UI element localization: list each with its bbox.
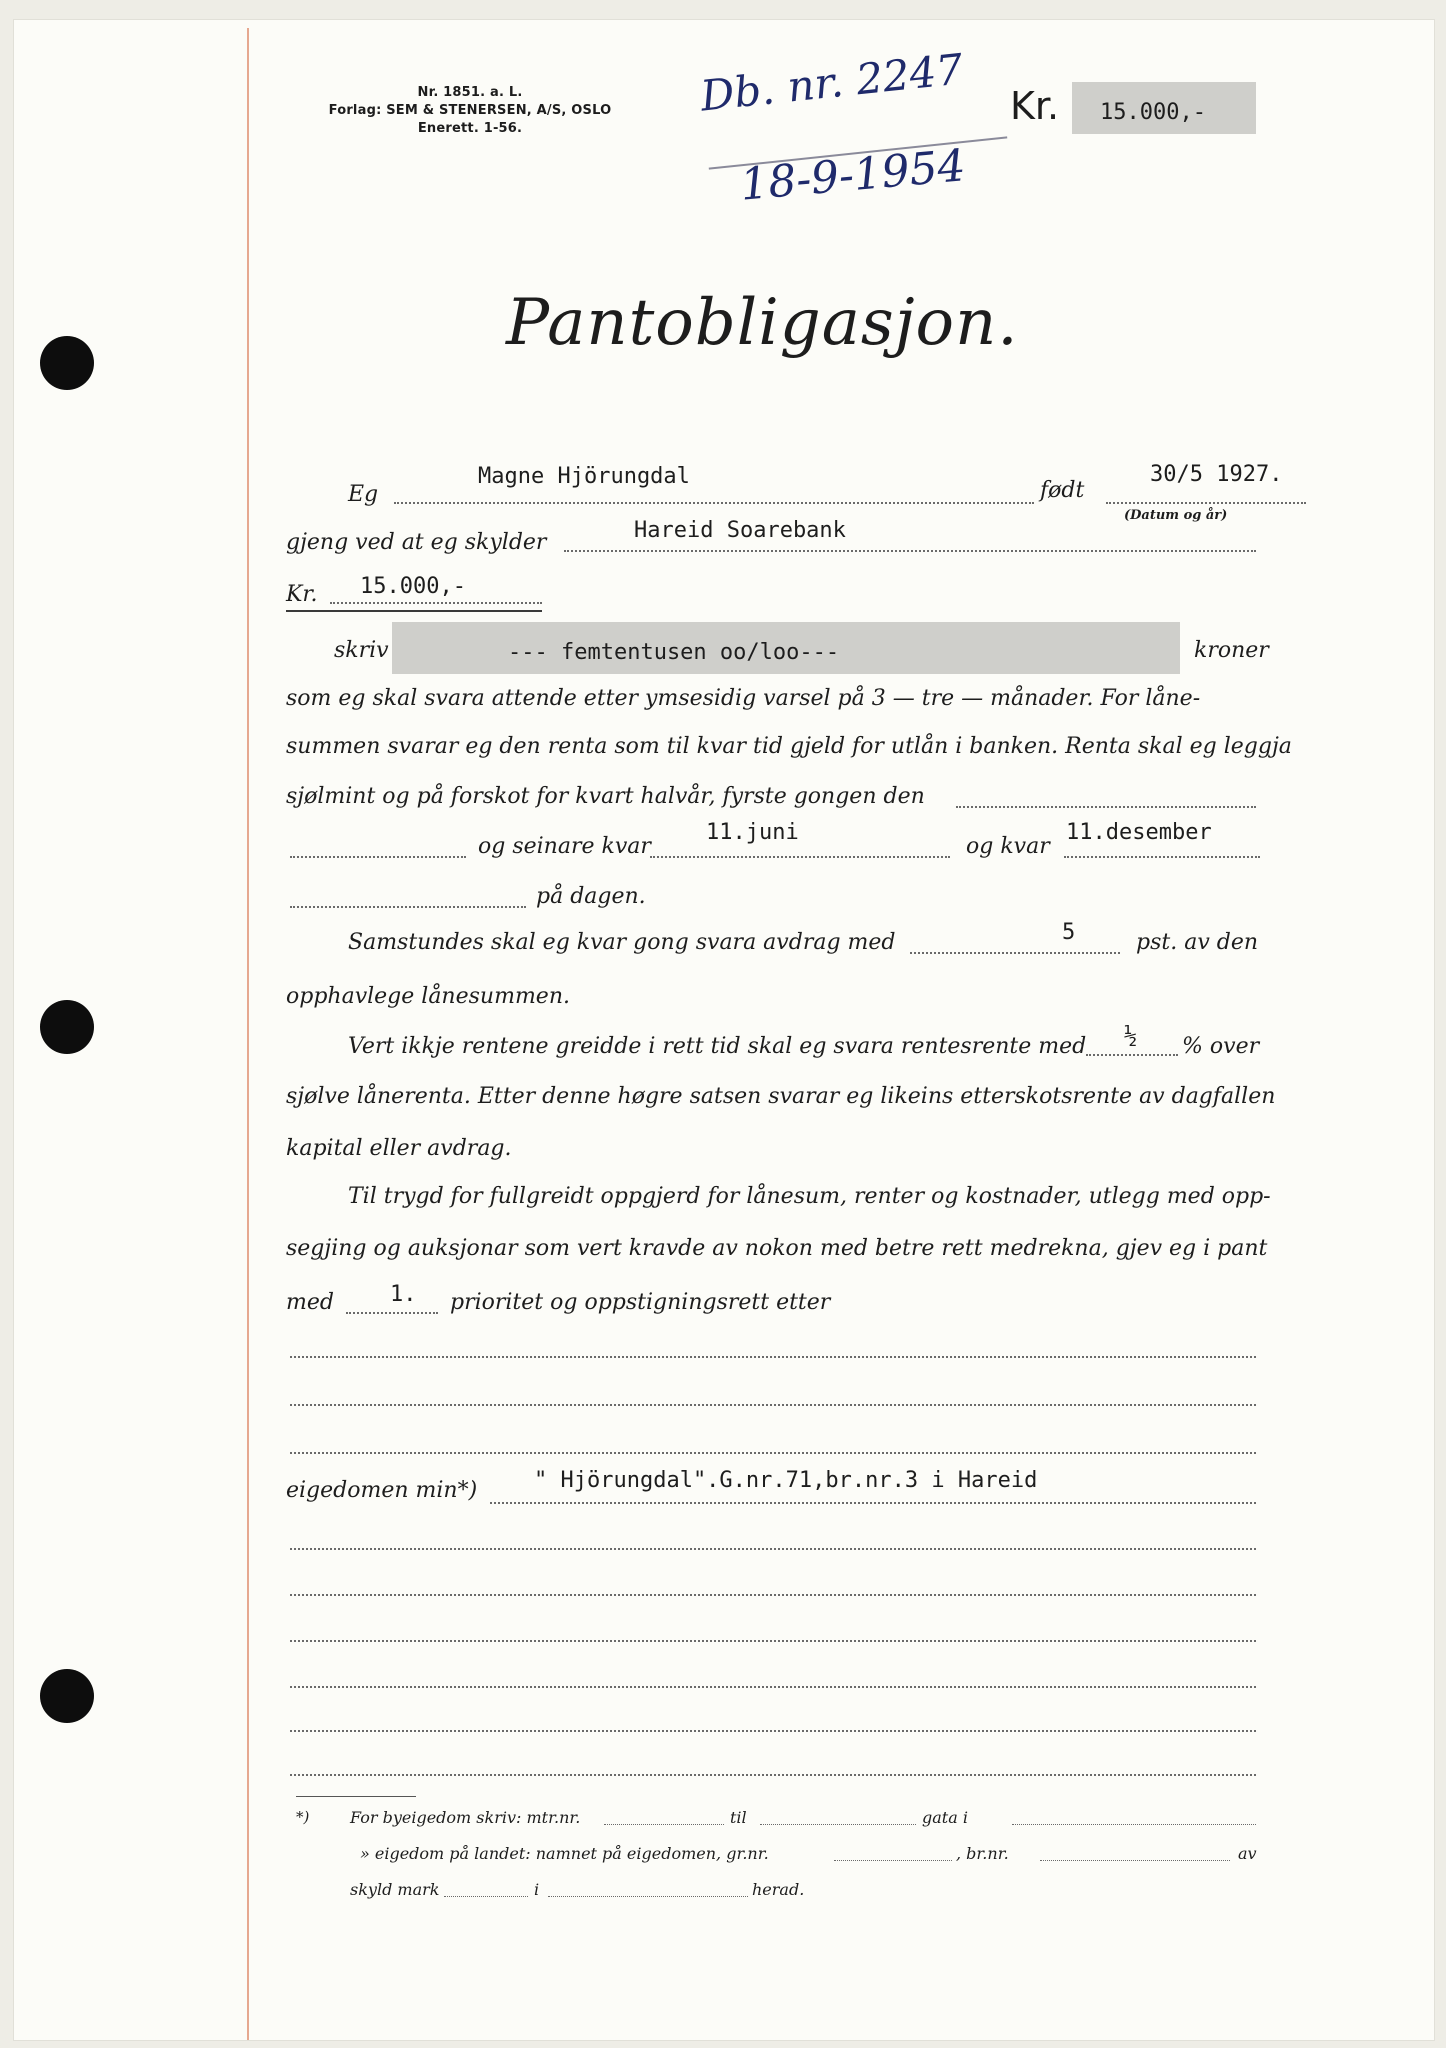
- para1-line2: summen svarar eg den renta som til kvar tid gjeld for utlån i banken. Renta skal eg leggja: [286, 734, 1292, 759]
- percent-value: 5: [1062, 920, 1076, 945]
- kroner-label: kroner: [1194, 638, 1269, 663]
- blank-line: [290, 1730, 1256, 1732]
- footnote-line2-b: , br.nr.: [956, 1844, 1009, 1863]
- skriv-label: skriv: [334, 638, 389, 663]
- publisher-name: Forlag: SEM & STENERSEN, A/S, OSLO: [328, 103, 612, 118]
- footnote-dots: [604, 1824, 724, 1825]
- seinare-pre-line: [290, 856, 466, 858]
- para3-line1: Vert ikkje rentene greidde i rett tid skal eg svara rentesrente med: [348, 1034, 1087, 1059]
- footnote-line2-a: » eigedom på landet: namnet på eigedomen, gr.nr.: [360, 1844, 769, 1863]
- pct-over-label: % over: [1182, 1034, 1260, 1059]
- sum-amount-value: 15.000,-: [360, 574, 466, 599]
- birthdate-value: 30/5 1927.: [1150, 462, 1283, 487]
- property-label: eigedomen min*): [286, 1478, 478, 1503]
- para2-line1: Samstundes skal eg kvar gong svara avdrag med: [348, 930, 896, 955]
- prio-label: prioritet og oppstigningsrett etter: [450, 1290, 831, 1315]
- priority-line: [346, 1312, 438, 1314]
- date1-line: [650, 856, 950, 858]
- footnote-line2-c: av: [1238, 1844, 1257, 1863]
- rate-value: ½: [1124, 1024, 1138, 1049]
- blank-line: [290, 1404, 1256, 1406]
- date1-value: 11.juni: [706, 820, 799, 845]
- blank-line: [290, 1640, 1256, 1642]
- property-value: " Hjörungdal".G.nr.71,br.nr.3 i Hareid: [534, 1468, 1038, 1493]
- footnote-separator: [296, 1796, 416, 1797]
- footnote-dots: [760, 1824, 916, 1825]
- red-margin-line: [247, 28, 249, 2040]
- creditor-label: gjeng ved at eg skylder: [286, 530, 547, 555]
- blank-line: [290, 1686, 1256, 1688]
- creditor-name-value: Hareid Soarebank: [634, 518, 846, 543]
- seinare-label: og seinare kvar: [478, 834, 651, 859]
- handwritten-date: 18-9-1954: [738, 140, 968, 211]
- footnote-line1-c: gata i: [922, 1808, 968, 1827]
- birthdate-line: [1106, 502, 1306, 504]
- publisher-copyright: Enerett. 1-56.: [417, 121, 523, 136]
- footnote-line3-c: herad.: [752, 1880, 805, 1899]
- blank-line: [290, 1452, 1256, 1454]
- blank-line: [290, 1774, 1256, 1776]
- footnote-dots: [444, 1896, 528, 1897]
- first-date-line: [956, 806, 1256, 808]
- fodt-label: født: [1040, 478, 1085, 503]
- amount-in-words-value: --- femtentusen oo/loo---: [508, 640, 840, 665]
- pa-dagen-label: på dagen.: [536, 884, 646, 909]
- footnote-mark: *): [296, 1808, 310, 1826]
- header-kr-label: Kr.: [1010, 84, 1060, 128]
- footnote-dots: [548, 1896, 748, 1897]
- para4-line1: Til trygd for fullgreidt oppgjerd for lånesum, renter og kostnader, utlegg med opp-: [348, 1184, 1271, 1209]
- para4-line2: segjing og auksjonar som vert kravde av nokon med betre rett medrekna, gjev eg i pant: [286, 1236, 1268, 1261]
- footnote-dots: [1040, 1860, 1230, 1861]
- para1-line1: som eg skal svara attende etter ymsesidig varsel på 3 — tre — månader. For låne-: [286, 686, 1201, 711]
- footnote-line3-b: i: [534, 1880, 540, 1899]
- publisher-block: [300, 84, 640, 138]
- med-label: med: [286, 1290, 334, 1315]
- footnote-line1-a: For byeigedom skriv: mtr.nr.: [350, 1808, 581, 1827]
- property-line: [490, 1502, 1256, 1504]
- blank-line: [290, 1548, 1256, 1550]
- blank-line: [290, 1594, 1256, 1596]
- percent-line: [910, 952, 1120, 954]
- pst-label: pst. av den: [1136, 930, 1259, 955]
- sum-kr-label: Kr.: [286, 582, 318, 607]
- document-title: Pantobligasjon.: [506, 286, 1019, 360]
- punch-hole-middle: [40, 1000, 94, 1054]
- pa-dagen-line: [290, 906, 526, 908]
- priority-value: 1.: [390, 1282, 417, 1307]
- date2-value: 11.desember: [1066, 820, 1212, 845]
- blank-line: [290, 1356, 1256, 1358]
- footnote-line1-b: til: [730, 1808, 747, 1827]
- header-amount-value: 15.000,-: [1100, 100, 1206, 125]
- punch-hole-top: [40, 336, 94, 390]
- footnote-line3-a: skyld mark: [350, 1880, 440, 1899]
- debtor-name-value: Magne Hjörungdal: [478, 464, 690, 489]
- sum-line: [330, 602, 542, 604]
- para2-line2: opphavlege lånesummen.: [286, 984, 570, 1009]
- date2-line: [1064, 856, 1260, 858]
- og-kvar-label: og kvar: [966, 834, 1050, 859]
- eg-label: Eg: [348, 482, 379, 507]
- debtor-name-line: [394, 502, 1034, 504]
- rate-line: [1086, 1054, 1178, 1056]
- para1-line3: sjølmint og på forskot for kvart halvår, fyrste gongen den: [286, 784, 925, 809]
- handwritten-reference: Db. nr. 2247: [698, 44, 966, 121]
- para3-line2: sjølve lånerenta. Etter denne høgre satsen svarar eg likeins etterskotsrente av dagfallen: [286, 1084, 1276, 1109]
- footnote-dots: [834, 1860, 952, 1861]
- date-hint: (Datum og år): [1124, 508, 1228, 523]
- sum-underline: [286, 610, 542, 612]
- footnote-dots: [1012, 1824, 1256, 1825]
- publisher-number: Nr. 1851. a. L.: [417, 85, 523, 100]
- para3-line3: kapital eller avdrag.: [286, 1136, 512, 1161]
- punch-hole-bottom: [40, 1669, 94, 1723]
- creditor-name-line: [564, 550, 1256, 552]
